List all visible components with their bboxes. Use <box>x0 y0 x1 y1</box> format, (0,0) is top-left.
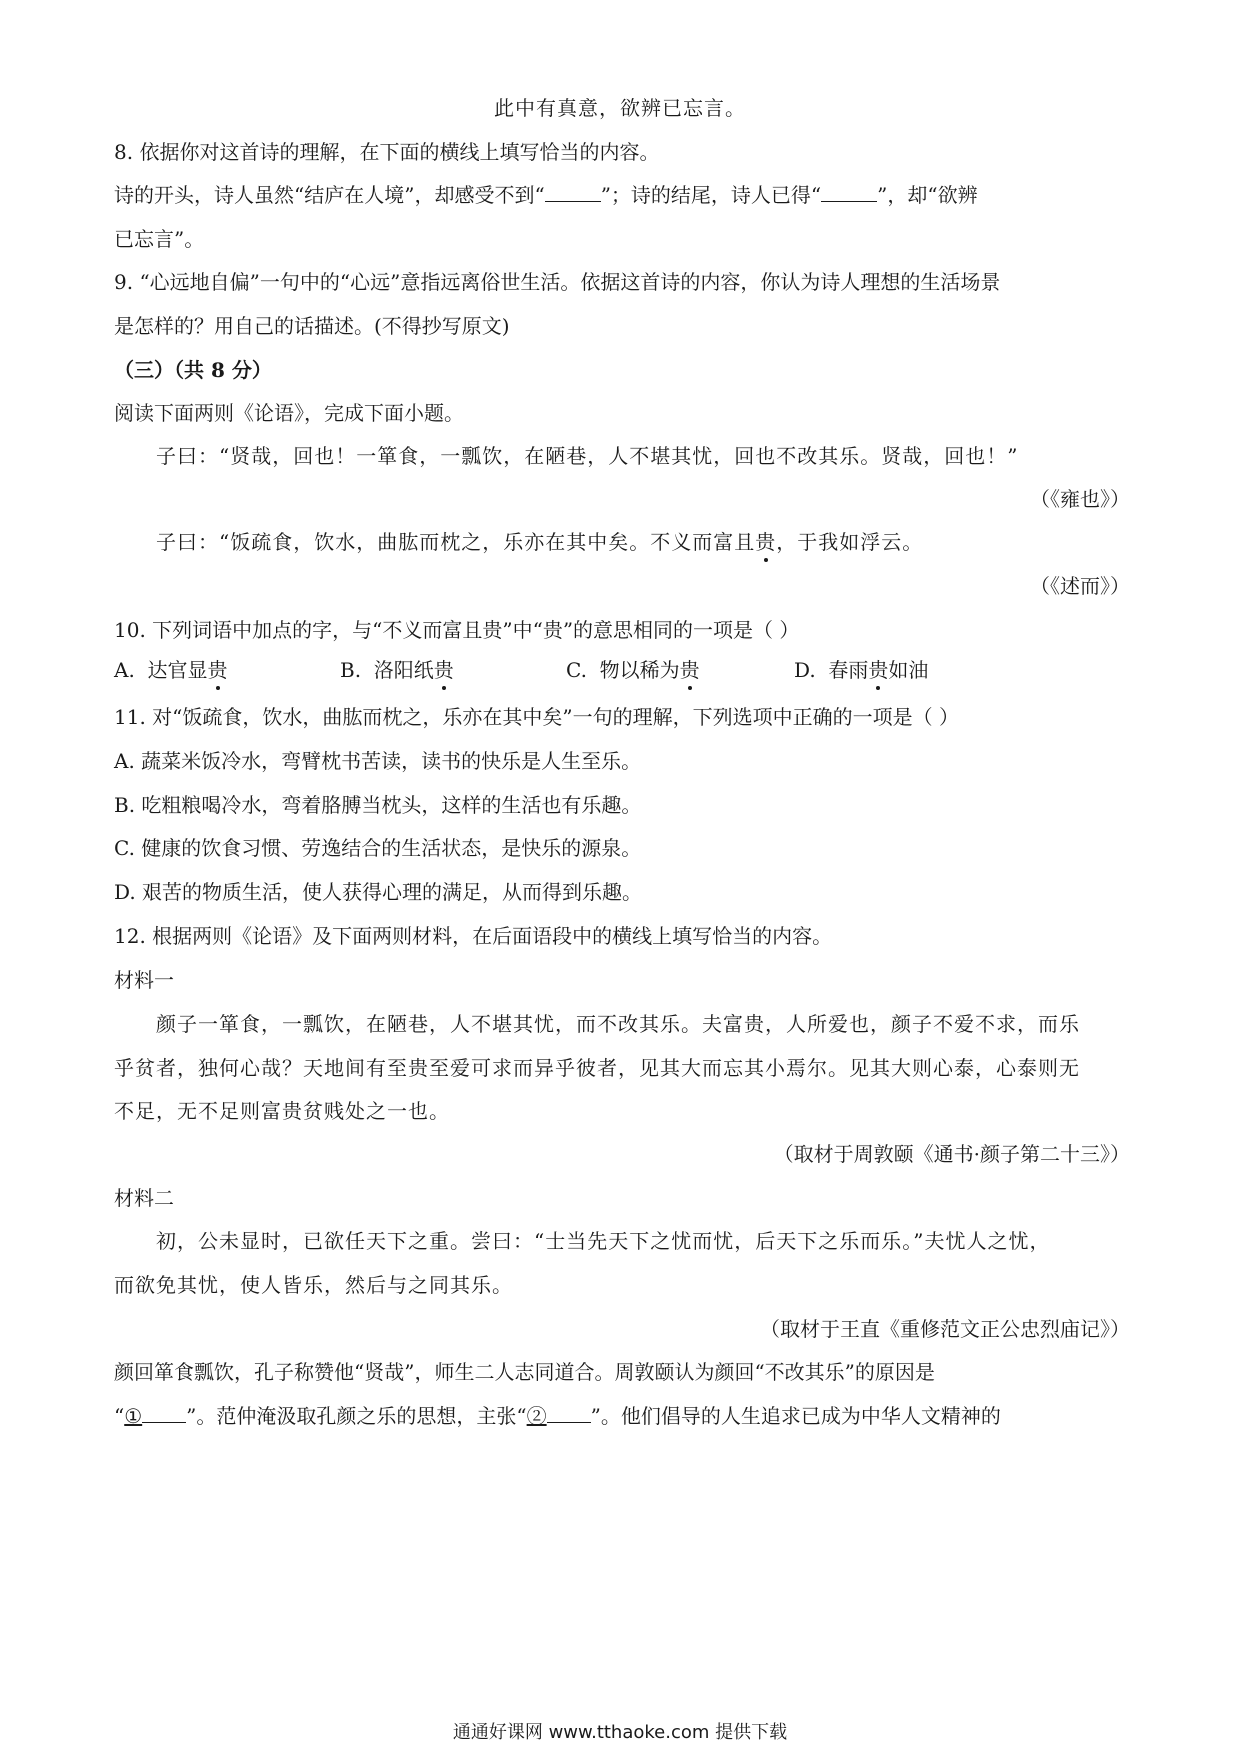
q11-option-b[interactable]: B. 吃粗粮喝冷水，弯着胳膊当枕头，这样的生活也有乐趣。 <box>114 793 642 817</box>
q12-paragraph-line-2 <box>114 1402 1130 1430</box>
q8-text-a: 诗的开头，诗人虽然“结庐在人境”，却感受不到“ <box>114 183 545 207</box>
quote-shuer-pre: 子曰：“饭疏食，饮水，曲肱而枕之，乐亦在其中矣。不义而富且 <box>156 530 756 554</box>
material-2-title: 材料二 <box>114 1186 174 1210</box>
q8-text-c: ”，却“欲辨 <box>877 183 978 207</box>
q12-blank-2[interactable] <box>547 1402 591 1423</box>
q9-line1: 9. “心远地自偏”一句中的“心远”意指远离俗世生活。依据这首诗的内容，你认为诗人理想的生活场景 <box>114 270 1001 294</box>
q12-paragraph-line-1: 颜回箪食瓢饮，孔子称赞他“贤哉”，师生二人志同道合。周敦颐认为颜回“不改其乐”的原因是 <box>114 1360 935 1384</box>
blank-2-number: ② <box>526 1404 547 1428</box>
source-yongye: （《雍也》） <box>1030 487 1130 511</box>
q11-option-c[interactable]: C. 健康的饮食习惯、劳逸结合的生活状态，是快乐的源泉。 <box>114 836 642 860</box>
quote-shuer <box>156 528 1130 556</box>
q10-option-c[interactable]: C. 物以稀为贵 <box>566 658 700 682</box>
q8-line2: 已忘言”。 <box>114 227 205 251</box>
q10-stem: 10. 下列词语中加点的字，与“不义而富且贵”中“贵”的意思相同的一项是（ ） <box>114 618 800 642</box>
q11-option-d[interactable]: D. 艰苦的物质生活，使人获得心理的满足，从而得到乐趣。 <box>114 880 643 904</box>
q12-stem: 12. 根据两则《论语》及下面两则材料，在后面语段中的横线上填写恰当的内容。 <box>114 924 833 948</box>
q10-option-a[interactable]: A. 达官显贵 <box>114 658 228 682</box>
q10-option-b[interactable]: B. 洛阳纸贵 <box>340 658 454 682</box>
material-2-line-1: 初，公未显时，已欲任天下之重。尝曰：“士当先天下之忧而忧，后天下之乐而乐。”夫忧人之忧， <box>156 1229 1051 1253</box>
q8-text-b: ”；诗的结尾，诗人已得“ <box>600 183 822 207</box>
q11-option-a[interactable]: A. 蔬菜米饭冷水，弯臂枕书苦读，读书的快乐是人生至乐。 <box>114 749 642 773</box>
q8-stem: 8. 依据你对这首诗的理解，在下面的横线上填写恰当的内容。 <box>114 140 660 164</box>
material-2-source: （取材于王直《重修范文正公忠烈庙记》） <box>760 1317 1130 1341</box>
poem-last-line: 此中有真意，欲辨已忘言。 <box>494 96 746 120</box>
dotted-char: 贵 <box>207 658 228 682</box>
q12-text-a: “ <box>114 1404 125 1428</box>
dotted-char: 贵 <box>755 530 777 554</box>
dotted-char: 贵 <box>679 658 700 682</box>
section3-title: （三）（共 8 分） <box>114 358 272 382</box>
q8-line1 <box>114 181 1130 209</box>
material-2-line-2: 而欲免其忧，使人皆乐，然后与之同其乐。 <box>114 1273 513 1297</box>
q11-stem: 11. 对“饭疏食，饮水，曲肱而枕之，乐亦在其中矣”一句的理解，下列选项中正确的一项是（ ） <box>114 705 959 729</box>
q8-blank-1[interactable] <box>545 181 601 202</box>
dotted-char: 贵 <box>868 658 889 682</box>
dotted-char: 贵 <box>433 658 454 682</box>
blank-1-number: ① <box>124 1404 143 1428</box>
material-1-title: 材料一 <box>114 968 174 992</box>
source-shuer: （《述而》） <box>1030 574 1130 598</box>
material-1-source: （取材于周敦颐《通书·颜子第二十三》） <box>773 1142 1130 1166</box>
q8-blank-2[interactable] <box>821 181 877 202</box>
section3-intro: 阅读下面两则《论语》，完成下面小题。 <box>114 401 464 425</box>
material-1-line-2: 乎贫者，独何心哉？天地间有至贵至爱可求而异乎彼者，见其大而忘其小焉尔。见其大则心泰，心泰则无 <box>114 1056 1080 1080</box>
material-1-line-3: 不足，无不足则富贵贫贱处之一也。 <box>114 1099 450 1123</box>
quote-yongye: 子曰：“贤哉，回也！一箪食，一瓢饮，在陋巷，人不堪其忧，回也不改其乐。贤哉，回也！” <box>156 444 1019 468</box>
quote-shuer-post: ，于我如浮云。 <box>776 530 924 554</box>
footer-credit: 通通好课网 www.tthaoke.com 提供下载 <box>452 1722 788 1743</box>
material-1-line-1: 颜子一箪食，一瓢饮，在陋巷，人不堪其忧，而不改其乐。夫富贵，人所爱也，颜子不爱不求，而乐 <box>156 1012 1080 1036</box>
q12-text-c: ”。他们倡导的人生追求已成为中华人文精神的 <box>590 1404 1001 1428</box>
q12-text-b: ”。范仲淹汲取孔颜之乐的思想，主张“ <box>186 1404 527 1428</box>
q12-blank-1[interactable] <box>142 1402 186 1423</box>
q9-line2: 是怎样的？用自己的话描述。(不得抄写原文) <box>114 314 510 338</box>
q10-option-d[interactable]: D. 春雨贵如油 <box>794 658 929 682</box>
